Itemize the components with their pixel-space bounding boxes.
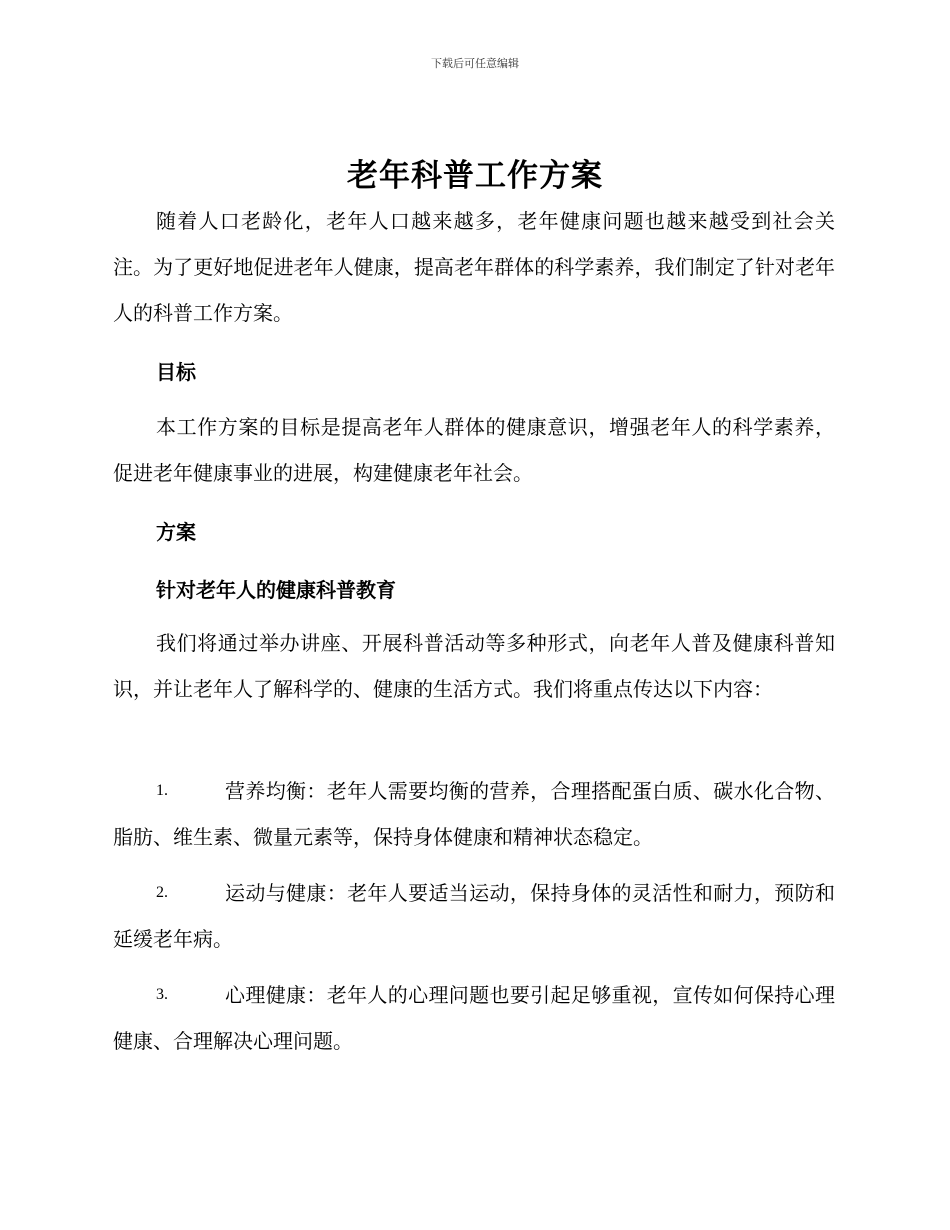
intro-text: 随着人口老龄化，老年人口越来越多，老年健康问题也越来越受到社会关注。为了更好地促进老年人健康，提高老年群体的科学素养，我们制定了针对老年人的科普工作方案。 <box>113 209 835 325</box>
list-item-number: 2. <box>156 884 168 901</box>
plan-paragraph <box>113 620 835 712</box>
list-item <box>113 768 835 860</box>
list-item-number: 1. <box>156 782 168 799</box>
list-item <box>113 972 835 1064</box>
list-item-text: 营养均衡：老年人需要均衡的营养，合理搭配蛋白质、碳水化合物、脂肪、维生素、微量元素等，保持身体健康和精神状态稳定。 <box>113 779 835 849</box>
header-note: 下载后可任意编辑 <box>431 57 519 70</box>
list-item-text: 运动与健康：老年人要适当运动，保持身体的灵活性和耐力，预防和延缓老年病。 <box>113 881 835 951</box>
document-title: 老年科普工作方案 <box>347 158 603 194</box>
list-item-number: 3. <box>156 986 168 1003</box>
goal-heading: 目标 <box>156 360 196 384</box>
goal-text: 本工作方案的目标是提高老年人群体的健康意识，增强老年人的科学素养，促进老年健康事业的进展，构建健康老年社会。 <box>113 415 835 485</box>
list-item <box>113 870 835 962</box>
goal-paragraph <box>113 404 835 496</box>
intro-paragraph <box>113 198 835 336</box>
plan-subheading: 针对老年人的健康科普教育 <box>156 578 396 602</box>
list-item-text: 心理健康：老年人的心理问题也要引起足够重视，宣传如何保持心理健康、合理解决心理问题。 <box>113 983 835 1053</box>
plan-text: 我们将通过举办讲座、开展科普活动等多种形式，向老年人普及健康科普知识，并让老年人了解科学的、健康的生活方式。我们将重点传达以下内容： <box>113 631 835 701</box>
plan-heading: 方案 <box>156 520 196 544</box>
